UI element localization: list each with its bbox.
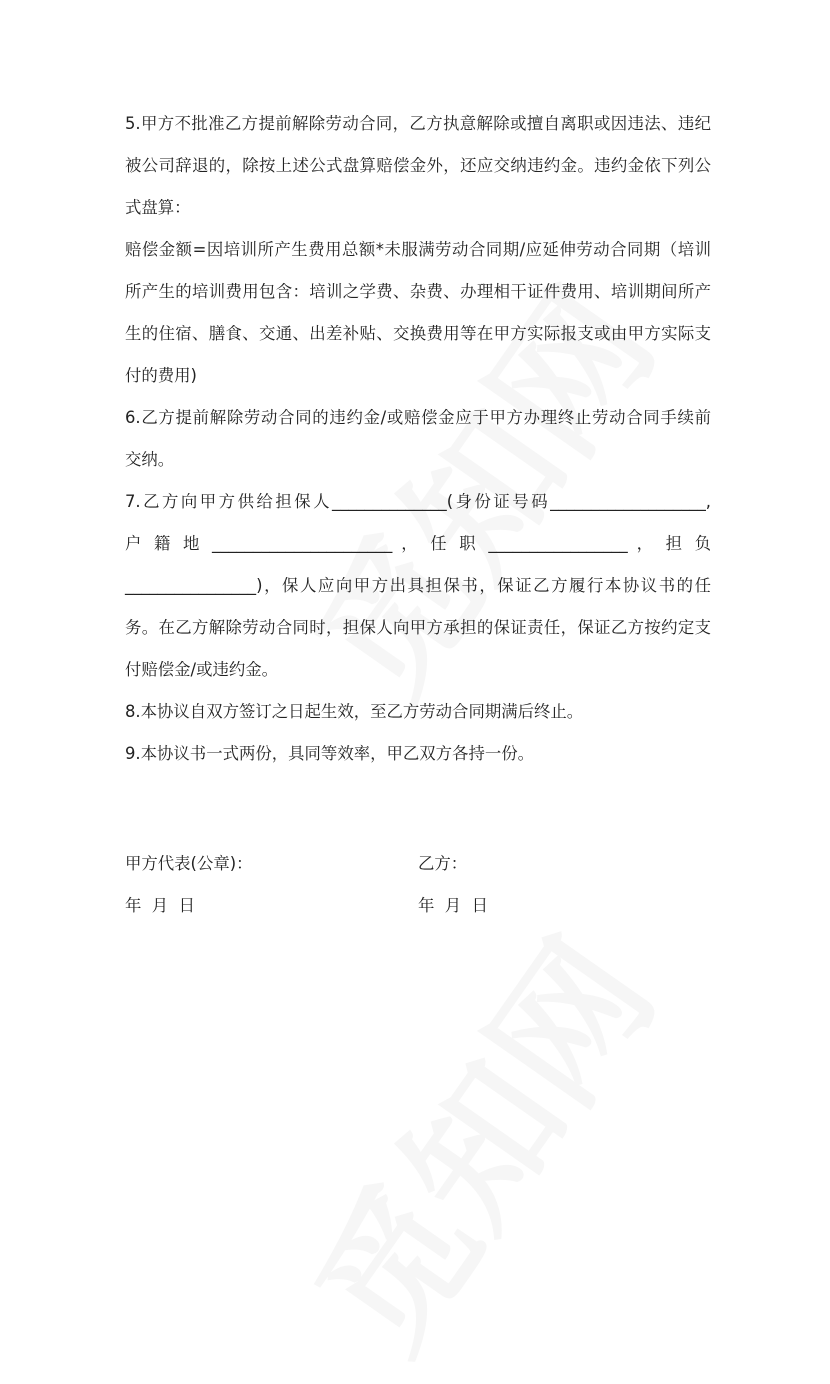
text-line: 务。在乙方解除劳动合同时，担保人向甲方承担的保证责任，保证乙方按约定支: [125, 618, 711, 637]
paragraph: [125, 733, 711, 775]
paragraph: [125, 481, 711, 691]
paragraph: [125, 229, 711, 397]
text-line: 被公司辞退的，除按上述公式盘算赔偿金外，还应交纳违约金。违约金依下列公: [125, 156, 711, 175]
text-line: 5.甲方不批准乙方提前解除劳动合同，乙方执意解除或擅自离职或因违法、违纪: [125, 114, 711, 133]
paragraph: [125, 397, 711, 481]
watermark: [257, 892, 692, 1384]
text-line: ________________)，保人应向甲方出具担保书，保证乙方履行本协议书的任: [125, 576, 711, 595]
paragraph: [125, 691, 711, 733]
party-b-date: 年 月 日: [418, 896, 489, 915]
party-b-signature-label: 乙方：: [418, 854, 468, 873]
text-line: 9.本协议书一式两份，具同等效率，甲乙双方各持一份。: [125, 744, 535, 763]
text-line: 6.乙方提前解除劳动合同的违约金/或赔偿金应于甲方办理终止劳动合同手续前: [125, 408, 711, 427]
document-body: [125, 103, 711, 775]
text-line: 交纳。: [125, 450, 175, 469]
text-line: 付的费用): [125, 366, 197, 385]
text-line: 户 籍 地 ______________________ ， 任 职 _________________ ， 担 负: [125, 534, 711, 553]
text-line: 赔偿金额=因培训所产生费用总额*未服满劳动合同期/应延伸劳动合同期（培训: [125, 240, 711, 259]
text-line: 7.乙方向甲方供给担保人______________(身份证号码___________________,: [125, 492, 711, 511]
party-a-date: 年 月 日: [125, 896, 196, 915]
text-line: 8.本协议自双方签订之日起生效，至乙方劳动合同期满后终止。: [125, 702, 584, 721]
text-line: 生的住宿、膳食、交通、出差补贴、交换费用等在甲方实际报支或由甲方实际支: [125, 324, 711, 343]
party-a-signature-label: 甲方代表(公章)：: [125, 854, 253, 873]
text-line: 付赔偿金/或违约金。: [125, 660, 279, 679]
paragraph: [125, 103, 711, 229]
text-line: 式盘算：: [125, 198, 191, 217]
text-line: 所产生的培训费用包含：培训之学费、杂费、办理相干证件费用、培训期间所产: [125, 282, 711, 301]
